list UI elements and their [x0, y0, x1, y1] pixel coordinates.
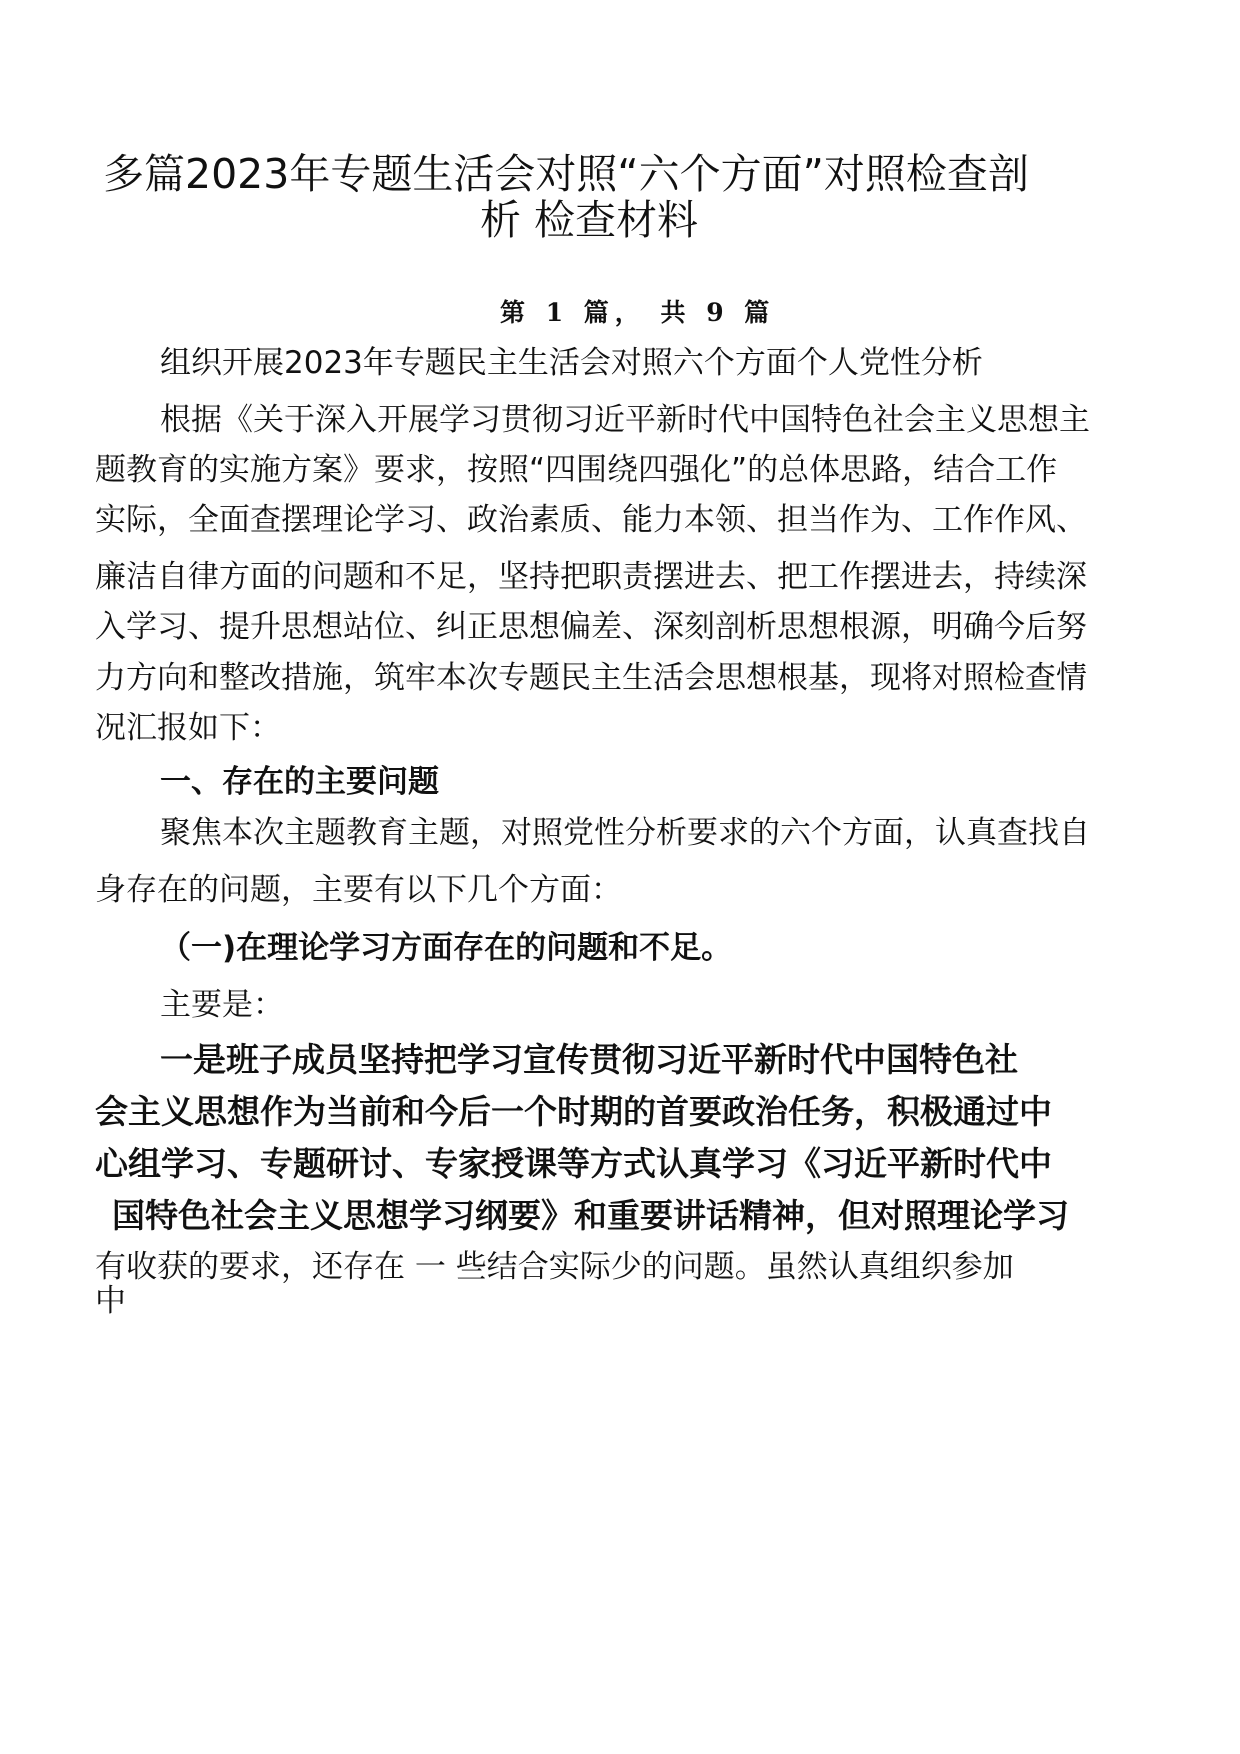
point-1-continue-line-2: 中 — [95, 1283, 126, 1319]
intro-line-6: 力方向和整改措施，筑牢本次专题民主生活会思想根基，现将对照检查情 — [95, 660, 1087, 696]
document-title-line-1: 多篇2023年专题生活会对照“六个方面”对照检查剖 — [103, 150, 1029, 198]
section-1-heading: 一、存在的主要问题 — [160, 764, 439, 800]
intro-line-1: 根据《关于深入开展学习贯彻习近平新时代中国特色社会主义思想主 — [160, 402, 1090, 438]
section-1-line-2: 身存在的问题，主要有以下几个方面： — [95, 872, 622, 908]
main-points-label: 主要是： — [160, 987, 284, 1023]
section-1-line-1: 聚焦本次主题教育主题，对照党性分析要求的六个方面，认真查找自 — [160, 815, 1090, 851]
intro-line-4: 廉洁自律方面的问题和不足，坚持把职责摆进去、把工作摆进去，持续深 — [95, 559, 1087, 595]
intro-line-7: 况汇报如下： — [95, 710, 281, 746]
point-1-bold-line-3: 心组学习、专题研讨、专家授课等方式认真学习《习近平新时代中 — [95, 1144, 1052, 1183]
intro-line-2: 题教育的实施方案》要求，按照“四围绕四强化”的总体思路，结合工作 — [95, 452, 1058, 488]
point-1-bold-line-4: 国特色社会主义思想学习纲要》和重要讲话精神，但对照理论学习 — [112, 1196, 1069, 1235]
point-1-continue-line-1: 有收获的要求，还存在 一 些结合实际少的问题。虽然认真组织参加 — [95, 1249, 1014, 1285]
article-title: 组织开展2023年专题民主生活会对照六个方面个人党性分析 — [160, 345, 983, 381]
point-1-bold-line-1: 一是班子成员坚持把学习宣传贯彻习近平新时代中国特色社 — [160, 1040, 1018, 1079]
intro-line-5: 入学习、提升思想站位、纠正思想偏差、深刻剖析思想根源，明确今后努 — [95, 609, 1087, 645]
intro-line-3: 实际，全面查摆理论学习、政治素质、能力本领、担当作为、工作作风、 — [95, 502, 1087, 538]
point-1-bold-line-2: 会主义思想作为当前和今后一个时期的首要政治任务，积极通过中 — [95, 1092, 1052, 1131]
part-label: 第 1 篇， 共 9 篇 — [500, 298, 776, 327]
document-title-line-2: 析 检查材料 — [480, 196, 699, 244]
subsection-1-heading: （一)在理论学习方面存在的问题和不足。 — [160, 930, 733, 966]
